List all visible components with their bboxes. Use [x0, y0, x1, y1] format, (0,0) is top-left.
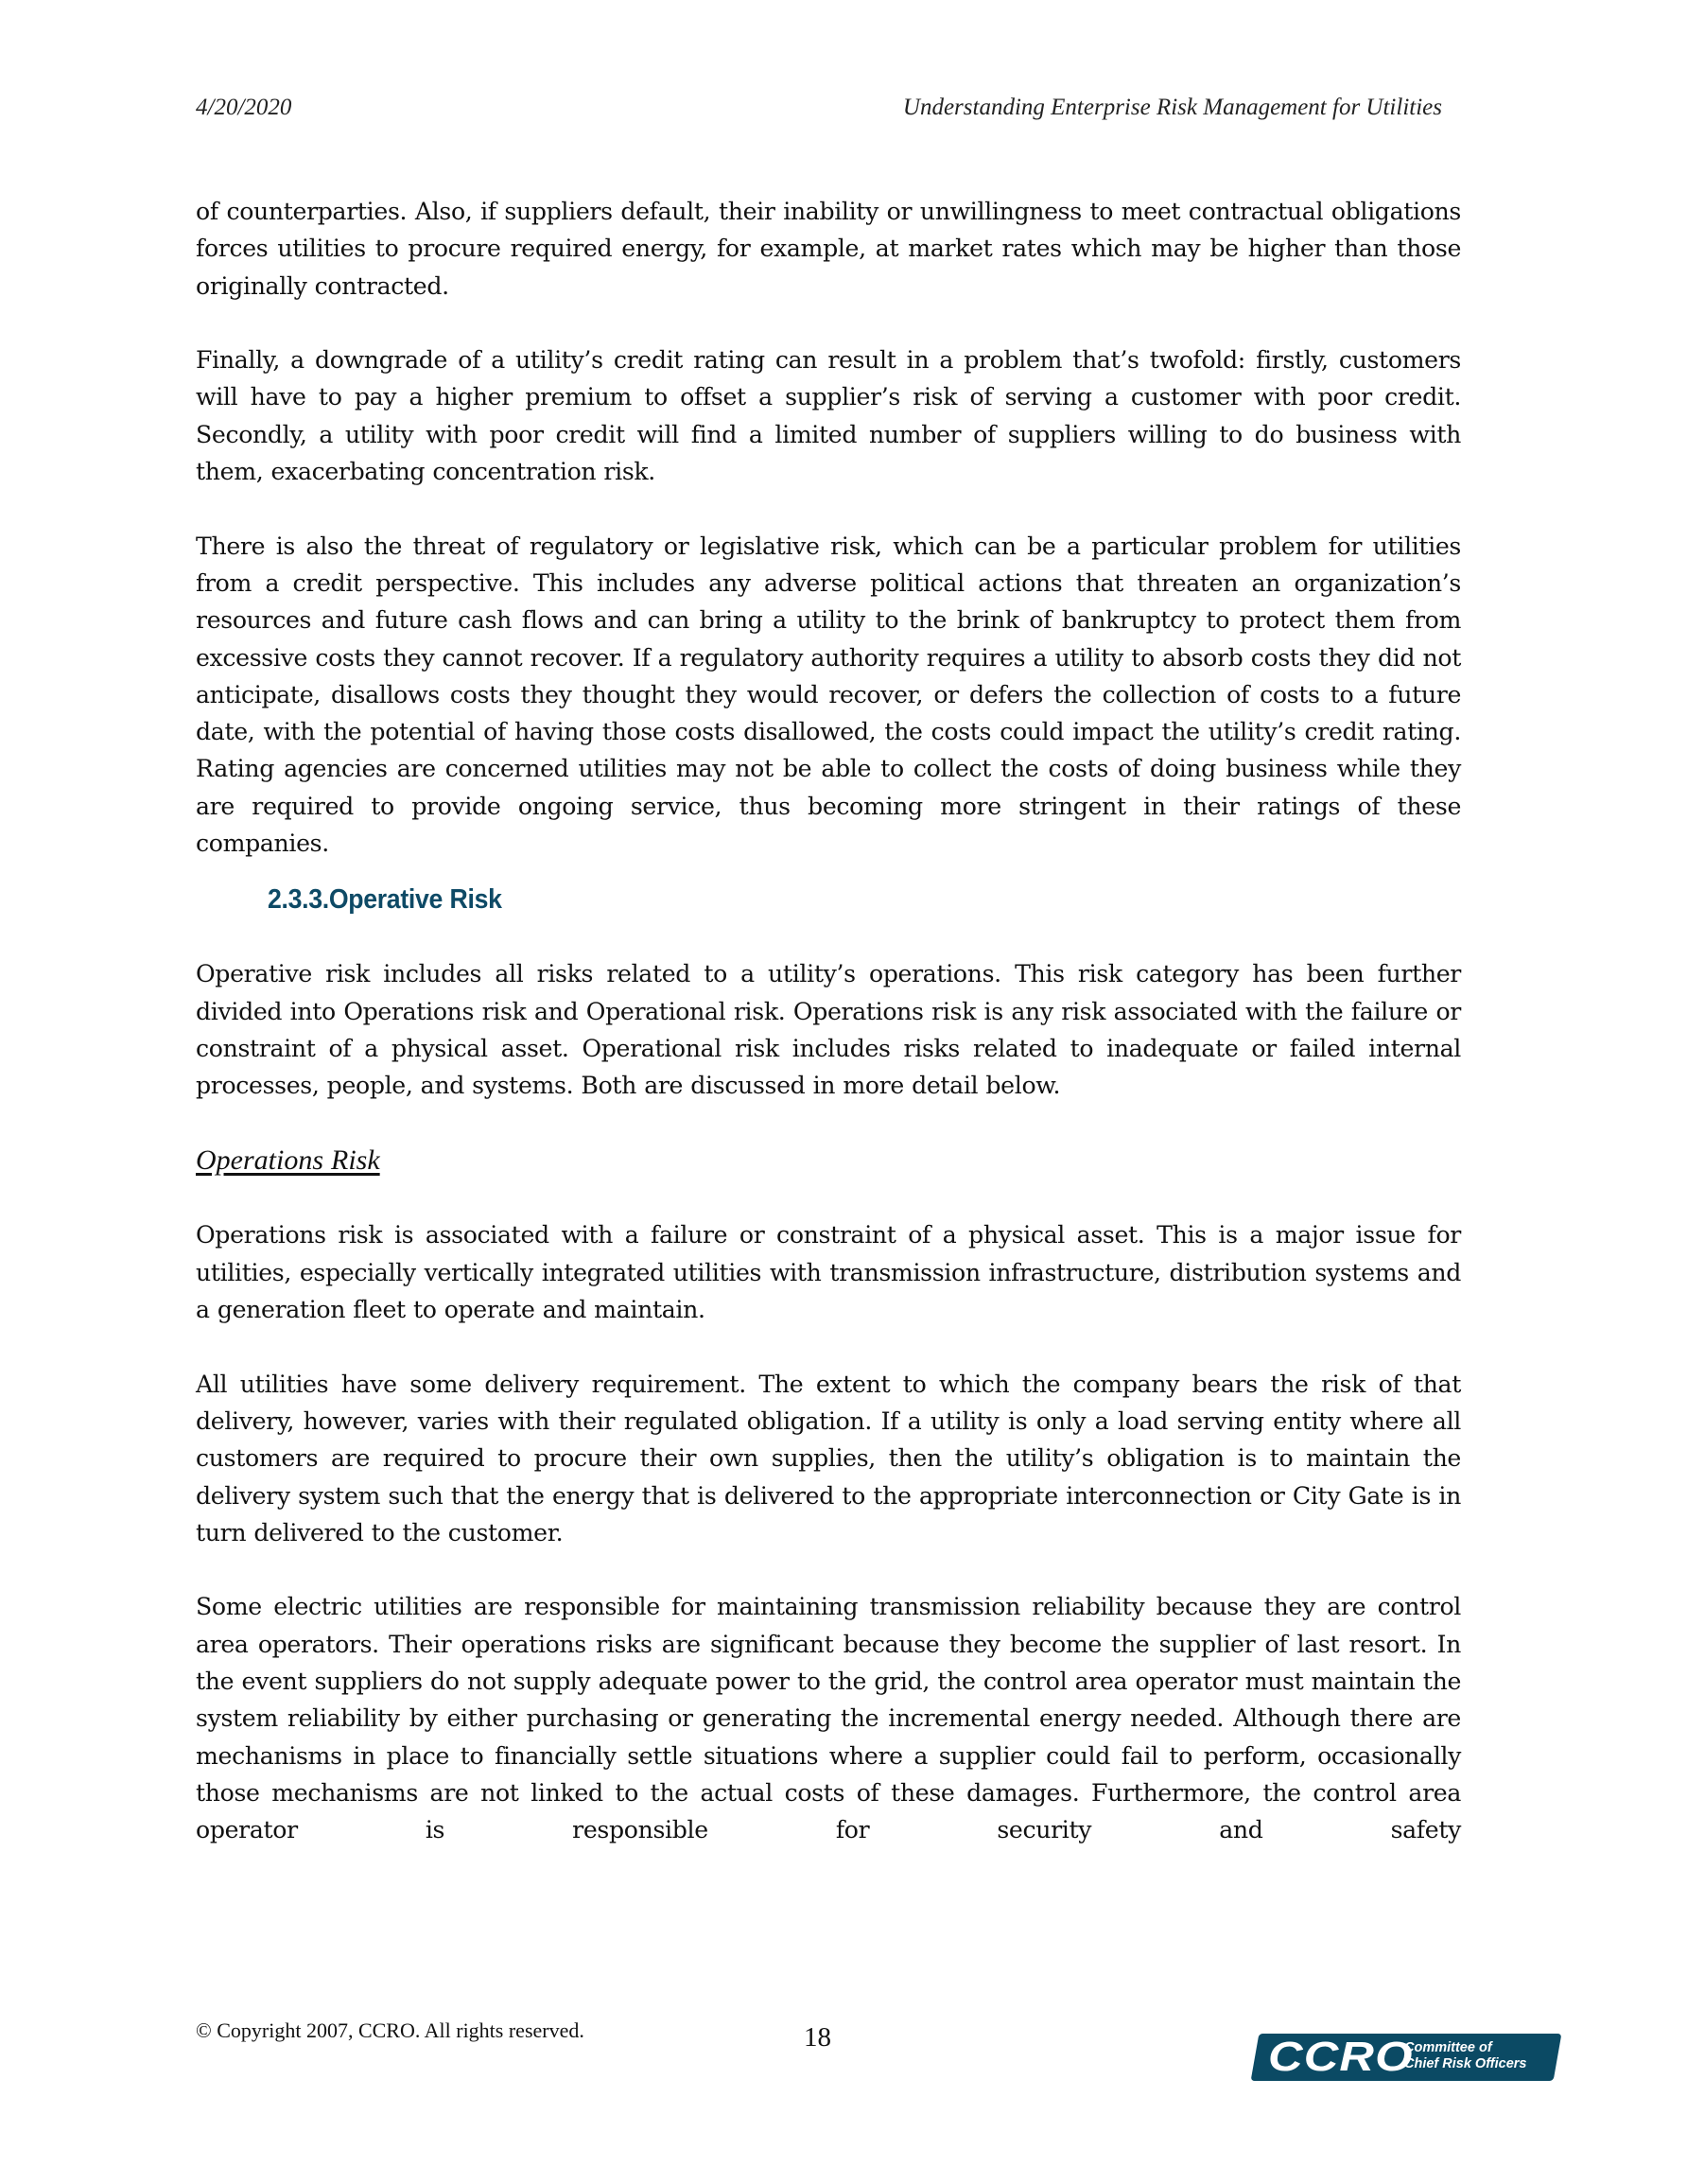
paragraph: Operative risk includes all risks related to a utility’s operations. This risk category has been further divided into Operations risk and Operational risk. Operations risk is any risk associated with the failure or constraint of a physical asset. Operational risk includes risks related to inadequate or failed internal processes, people, and systems. Both are discussed in more detail below. — [196, 960, 1461, 1100]
logo-mark: CCRO — [1268, 2034, 1414, 2080]
logo-tagline-line2: Chief Risk Officers — [1404, 2056, 1527, 2071]
paragraph: of counterparties. Also, if suppliers default, their inability or unwillingness to meet contractual obligations forces utilities to procure required energy, for example, at market rates which may be higher than those originally contracted. — [196, 198, 1461, 300]
paragraph: Some electric utilities are responsible for maintaining transmission reliability because they are control area operators. Their operations risks are significant because they become the supplier of last resort. In the event suppliers do not supply adequate power to the grid, the control area operator must maintain the system reliability by either purchasing or generating the incremental energy needed. Although there are mechanisms in place to financially settle situations where a supplier could fail to perform, occasionally those mechanisms are not linked to the actual costs of these damages. Furthermore, the control area operator is responsible for security and safety — [196, 1593, 1461, 1844]
ccro-logo — [1255, 2034, 1557, 2081]
paragraph: Operations risk is associated with a failure or constraint of a physical asset. This is a major issue for utilities, especially vertically integrated utilities with transmission infrastructure, distribution systems and a generation fleet to operate and maintain. — [196, 1221, 1461, 1324]
paragraph: All utilities have some delivery requirement. The extent to which the company bears the risk of that delivery, however, varies with their regulated obligation. If a utility is only a load serving entity where all customers are required to procure their own supplies, then the utility’s obligation is to maintain the delivery system such that the energy that is delivered to the appropriate interconnection or City Gate is in turn delivered to the customer. — [196, 1370, 1461, 1546]
page-header — [196, 95, 1442, 132]
header-date: 4/20/2020 — [196, 95, 292, 120]
page-number: 18 — [804, 2022, 831, 2053]
logo-tagline — [1404, 2040, 1526, 2072]
footer-copyright: © Copyright 2007, CCRO. All rights reserved. — [196, 2018, 584, 2042]
section-heading: 2.3.3.Operative Risk — [268, 884, 502, 916]
subheading — [196, 1142, 1461, 1179]
header-document-title: Understanding Enterprise Risk Management for Utilities — [902, 95, 1442, 120]
logo-tagline-line1: Committee of — [1404, 2040, 1492, 2055]
paragraph: There is also the threat of regulatory or legislative risk, which can be a particular problem for utilities from a credit perspective. This includes any adverse political actions that threaten an organization’s resources and future cash flows and can bring a utility to the brink of bankruptcy to protect them from excessive costs they cannot recover. If a regulatory authority requires a utility to absorb costs they did not anticipate, disallows costs they thought they would recover, or defers the collection of costs to a future date, with the potential of having those costs disallowed, the costs could impact the utility’s credit rating. Rating agencies are concerned utilities may not be able to collect the costs of doing business while they are required to provide ongoing service, thus becoming more stringent in their ratings of these companies. — [196, 532, 1461, 858]
paragraph: Finally, a downgrade of a utility’s credit rating can result in a problem that’s twofold: firstly, customers will have to pay a higher premium to offset a supplier’s risk of serving a customer with poor credit. Secondly, a utility with poor credit will find a limited number of suppliers willing to do business with them, exacerbating concentration risk. — [196, 346, 1461, 486]
document-body — [196, 193, 1461, 1886]
subheading-text: Operations Risk — [196, 1144, 380, 1176]
